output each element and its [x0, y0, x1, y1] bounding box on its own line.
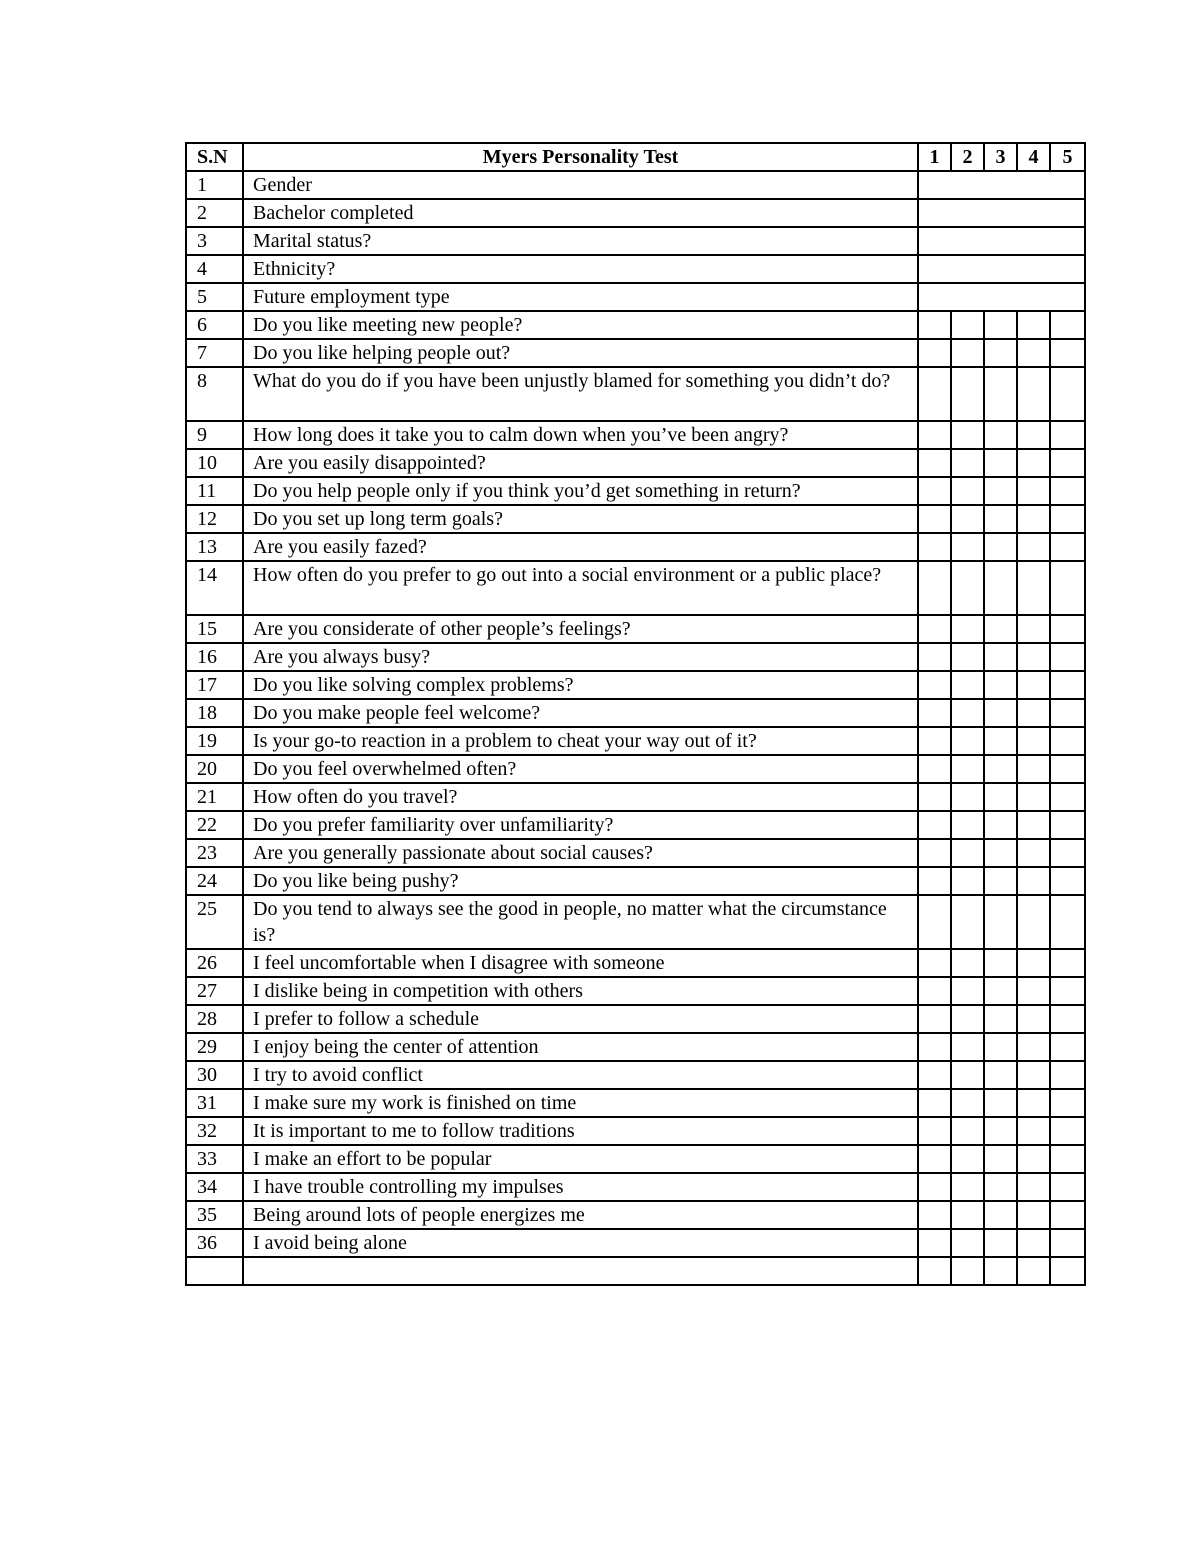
serial-number: 28	[186, 1005, 243, 1033]
question-text: It is important to me to follow traditions	[243, 1117, 918, 1145]
table-row	[186, 755, 1085, 783]
question-text: I make an effort to be popular	[243, 1145, 918, 1173]
rating-cell-5[interactable]	[1050, 1117, 1085, 1145]
rating-cell-2[interactable]	[951, 1033, 984, 1061]
table-row	[186, 727, 1085, 755]
rating-cell-5[interactable]	[1050, 977, 1085, 1005]
rating-cell-5[interactable]	[1050, 867, 1085, 895]
rating-cell-4[interactable]	[1017, 755, 1050, 783]
rating-cell-2[interactable]	[951, 505, 984, 533]
question-text: I enjoy being the center of attention	[243, 1033, 918, 1061]
answer-cell[interactable]	[918, 171, 1085, 199]
serial-number: 11	[186, 477, 243, 505]
table-row	[186, 643, 1085, 671]
serial-number: 20	[186, 755, 243, 783]
question-text	[243, 1257, 918, 1285]
rating-cell-4[interactable]	[1017, 449, 1050, 477]
table-row	[186, 171, 1085, 199]
rating-cell-1[interactable]	[918, 1257, 951, 1285]
rating-cell-1[interactable]	[918, 895, 951, 949]
question-text: Do you set up long term goals?	[243, 505, 918, 533]
rating-cell-3[interactable]	[984, 755, 1017, 783]
rating-cell-5[interactable]	[1050, 755, 1085, 783]
rating-cell-2[interactable]	[951, 1229, 984, 1257]
rating-cell-3[interactable]	[984, 643, 1017, 671]
rating-cell-4[interactable]	[1017, 561, 1050, 615]
rating-cell-4[interactable]	[1017, 1061, 1050, 1089]
serial-number: 12	[186, 505, 243, 533]
rating-cell-5[interactable]	[1050, 1061, 1085, 1089]
question-text: Are you easily fazed?	[243, 533, 918, 561]
rating-cell-3[interactable]	[984, 1089, 1017, 1117]
table-row	[186, 839, 1085, 867]
question-text: Do you like meeting new people?	[243, 311, 918, 339]
rating-cell-1[interactable]	[918, 1005, 951, 1033]
rating-cell-5[interactable]	[1050, 699, 1085, 727]
table-row	[186, 1201, 1085, 1229]
table-row	[186, 1229, 1085, 1257]
rating-cell-2[interactable]	[951, 1117, 984, 1145]
question-text: Marital status?	[243, 227, 918, 255]
rating-cell-4[interactable]	[1017, 505, 1050, 533]
rating-cell-2[interactable]	[951, 1201, 984, 1229]
rating-cell-5[interactable]	[1050, 1145, 1085, 1173]
rating-cell-2[interactable]	[951, 949, 984, 977]
serial-number: 23	[186, 839, 243, 867]
rating-cell-2[interactable]	[951, 1145, 984, 1173]
serial-number: 29	[186, 1033, 243, 1061]
serial-number: 30	[186, 1061, 243, 1089]
rating-cell-1[interactable]	[918, 1229, 951, 1257]
question-text: Are you generally passionate about social causes?	[243, 839, 918, 867]
table-row	[186, 949, 1085, 977]
rating-cell-4[interactable]	[1017, 311, 1050, 339]
question-text: I have trouble controlling my impulses	[243, 1173, 918, 1201]
rating-cell-3[interactable]	[984, 561, 1017, 615]
serial-number: 15	[186, 615, 243, 643]
rating-cell-1[interactable]	[918, 755, 951, 783]
rating-cell-2[interactable]	[951, 561, 984, 615]
rating-cell-4[interactable]	[1017, 811, 1050, 839]
question-text: Are you always busy?	[243, 643, 918, 671]
table-row	[186, 1061, 1085, 1089]
question-text: Gender	[243, 171, 918, 199]
rating-cell-5[interactable]	[1050, 839, 1085, 867]
rating-cell-1[interactable]	[918, 643, 951, 671]
rating-cell-4[interactable]	[1017, 839, 1050, 867]
rating-cell-2[interactable]	[951, 1173, 984, 1201]
rating-cell-5[interactable]	[1050, 311, 1085, 339]
question-text: I try to avoid conflict	[243, 1061, 918, 1089]
table-row	[186, 1033, 1085, 1061]
rating-cell-3[interactable]	[984, 867, 1017, 895]
table-row	[186, 811, 1085, 839]
rating-cell-1[interactable]	[918, 811, 951, 839]
rating-cell-4[interactable]	[1017, 895, 1050, 949]
answer-cell[interactable]	[918, 227, 1085, 255]
table-row	[186, 615, 1085, 643]
serial-number: 24	[186, 867, 243, 895]
rating-cell-5[interactable]	[1050, 1229, 1085, 1257]
rating-cell-5[interactable]	[1050, 811, 1085, 839]
serial-number: 13	[186, 533, 243, 561]
rating-cell-3[interactable]	[984, 783, 1017, 811]
rating-cell-1[interactable]	[918, 339, 951, 367]
table-row	[186, 339, 1085, 367]
rating-cell-4[interactable]	[1017, 727, 1050, 755]
table-body	[186, 171, 1085, 1285]
question-text: I avoid being alone	[243, 1229, 918, 1257]
rating-cell-1[interactable]	[918, 615, 951, 643]
question-text: Do you like helping people out?	[243, 339, 918, 367]
rating-cell-1[interactable]	[918, 533, 951, 561]
table-row	[186, 1257, 1085, 1285]
rating-cell-2[interactable]	[951, 1005, 984, 1033]
serial-number: 34	[186, 1173, 243, 1201]
rating-cell-1[interactable]	[918, 505, 951, 533]
serial-number: 25	[186, 895, 243, 949]
rating-cell-5[interactable]	[1050, 367, 1085, 421]
rating-cell-3[interactable]	[984, 811, 1017, 839]
rating-header-4: 4	[1017, 143, 1050, 171]
serial-number: 16	[186, 643, 243, 671]
rating-cell-5[interactable]	[1050, 1257, 1085, 1285]
serial-number: 5	[186, 283, 243, 311]
question-text: Do you like solving complex problems?	[243, 671, 918, 699]
rating-cell-3[interactable]	[984, 839, 1017, 867]
rating-cell-1[interactable]	[918, 1089, 951, 1117]
rating-cell-2[interactable]	[951, 311, 984, 339]
table-row	[186, 1117, 1085, 1145]
rating-cell-2[interactable]	[951, 867, 984, 895]
rating-cell-4[interactable]	[1017, 1145, 1050, 1173]
question-text: Are you considerate of other people’s feelings?	[243, 615, 918, 643]
rating-cell-1[interactable]	[918, 311, 951, 339]
rating-cell-3[interactable]	[984, 1229, 1017, 1257]
rating-cell-1[interactable]	[918, 1061, 951, 1089]
serial-number: 19	[186, 727, 243, 755]
rating-cell-5[interactable]	[1050, 615, 1085, 643]
rating-cell-4[interactable]	[1017, 949, 1050, 977]
question-text: How often do you travel?	[243, 783, 918, 811]
question-text: Do you prefer familiarity over unfamiliarity?	[243, 811, 918, 839]
serial-number: 6	[186, 311, 243, 339]
serial-number: 33	[186, 1145, 243, 1173]
serial-number: 10	[186, 449, 243, 477]
question-text: Do you make people feel welcome?	[243, 699, 918, 727]
rating-cell-4[interactable]	[1017, 421, 1050, 449]
serial-number: 31	[186, 1089, 243, 1117]
rating-cell-5[interactable]	[1050, 727, 1085, 755]
rating-cell-1[interactable]	[918, 1173, 951, 1201]
rating-cell-1[interactable]	[918, 783, 951, 811]
serial-number: 3	[186, 227, 243, 255]
rating-cell-3[interactable]	[984, 339, 1017, 367]
table-row	[186, 977, 1085, 1005]
question-text: I make sure my work is finished on time	[243, 1089, 918, 1117]
question-text: Do you like being pushy?	[243, 867, 918, 895]
answer-cell[interactable]	[918, 255, 1085, 283]
rating-cell-2[interactable]	[951, 643, 984, 671]
question-text: How often do you prefer to go out into a social environment or a public place?	[243, 561, 918, 615]
question-text: I dislike being in competition with others	[243, 977, 918, 1005]
question-text: Are you easily disappointed?	[243, 449, 918, 477]
rating-cell-5[interactable]	[1050, 533, 1085, 561]
rating-header-1: 1	[918, 143, 951, 171]
rating-cell-5[interactable]	[1050, 339, 1085, 367]
rating-cell-2[interactable]	[951, 699, 984, 727]
serial-number: 17	[186, 671, 243, 699]
rating-cell-4[interactable]	[1017, 1117, 1050, 1145]
question-text: Bachelor completed	[243, 199, 918, 227]
table-row	[186, 505, 1085, 533]
rating-cell-1[interactable]	[918, 1033, 951, 1061]
answer-cell[interactable]	[918, 283, 1085, 311]
serial-number: 2	[186, 199, 243, 227]
rating-header-3: 3	[984, 143, 1017, 171]
serial-number: 32	[186, 1117, 243, 1145]
table-row	[186, 477, 1085, 505]
rating-cell-3[interactable]	[984, 505, 1017, 533]
rating-cell-5[interactable]	[1050, 949, 1085, 977]
rating-cell-2[interactable]	[951, 477, 984, 505]
rating-cell-5[interactable]	[1050, 421, 1085, 449]
table-row	[186, 699, 1085, 727]
serial-number: 26	[186, 949, 243, 977]
question-text: Do you feel overwhelmed often?	[243, 755, 918, 783]
rating-cell-3[interactable]	[984, 1145, 1017, 1173]
table-row	[186, 1145, 1085, 1173]
rating-cell-5[interactable]	[1050, 895, 1085, 949]
serial-number: 36	[186, 1229, 243, 1257]
rating-cell-3[interactable]	[984, 1033, 1017, 1061]
question-text: I feel uncomfortable when I disagree with someone	[243, 949, 918, 977]
rating-cell-4[interactable]	[1017, 783, 1050, 811]
table-row	[186, 449, 1085, 477]
rating-cell-2[interactable]	[951, 727, 984, 755]
rating-cell-1[interactable]	[918, 1145, 951, 1173]
serial-number: 1	[186, 171, 243, 199]
rating-cell-1[interactable]	[918, 449, 951, 477]
rating-cell-1[interactable]	[918, 561, 951, 615]
serial-number: 27	[186, 977, 243, 1005]
rating-cell-1[interactable]	[918, 867, 951, 895]
rating-cell-5[interactable]	[1050, 449, 1085, 477]
rating-cell-3[interactable]	[984, 977, 1017, 1005]
rating-cell-2[interactable]	[951, 449, 984, 477]
rating-cell-3[interactable]	[984, 311, 1017, 339]
rating-cell-3[interactable]	[984, 477, 1017, 505]
rating-cell-3[interactable]	[984, 1257, 1017, 1285]
table-row	[186, 227, 1085, 255]
rating-cell-4[interactable]	[1017, 1033, 1050, 1061]
rating-cell-1[interactable]	[918, 1117, 951, 1145]
question-text: What do you do if you have been unjustly blamed for something you didn’t do?	[243, 367, 918, 421]
rating-cell-5[interactable]	[1050, 505, 1085, 533]
table-row	[186, 533, 1085, 561]
rating-cell-5[interactable]	[1050, 477, 1085, 505]
rating-cell-4[interactable]	[1017, 671, 1050, 699]
question-text: Future employment type	[243, 283, 918, 311]
question-text: How long does it take you to calm down when you’ve been angry?	[243, 421, 918, 449]
rating-cell-1[interactable]	[918, 977, 951, 1005]
rating-cell-4[interactable]	[1017, 1201, 1050, 1229]
rating-cell-5[interactable]	[1050, 1173, 1085, 1201]
rating-cell-5[interactable]	[1050, 643, 1085, 671]
table-row	[186, 367, 1085, 421]
rating-cell-3[interactable]	[984, 727, 1017, 755]
table-header-row	[186, 143, 1085, 171]
rating-cell-4[interactable]	[1017, 1089, 1050, 1117]
rating-cell-3[interactable]	[984, 949, 1017, 977]
rating-cell-2[interactable]	[951, 895, 984, 949]
table-row	[186, 199, 1085, 227]
rating-cell-3[interactable]	[984, 615, 1017, 643]
rating-cell-3[interactable]	[984, 1061, 1017, 1089]
rating-cell-2[interactable]	[951, 839, 984, 867]
serial-number: 14	[186, 561, 243, 615]
rating-cell-4[interactable]	[1017, 533, 1050, 561]
rating-cell-3[interactable]	[984, 895, 1017, 949]
rating-cell-2[interactable]	[951, 1257, 984, 1285]
rating-cell-5[interactable]	[1050, 1201, 1085, 1229]
rating-cell-4[interactable]	[1017, 977, 1050, 1005]
serial-number	[186, 1257, 243, 1285]
table-row	[186, 783, 1085, 811]
rating-cell-4[interactable]	[1017, 867, 1050, 895]
table-row	[186, 1005, 1085, 1033]
rating-cell-2[interactable]	[951, 1089, 984, 1117]
rating-cell-2[interactable]	[951, 533, 984, 561]
serial-number: 4	[186, 255, 243, 283]
question-text: Being around lots of people energizes me	[243, 1201, 918, 1229]
rating-cell-5[interactable]	[1050, 561, 1085, 615]
rating-cell-3[interactable]	[984, 449, 1017, 477]
rating-cell-2[interactable]	[951, 1061, 984, 1089]
question-text: I prefer to follow a schedule	[243, 1005, 918, 1033]
rating-cell-3[interactable]	[984, 1173, 1017, 1201]
rating-cell-2[interactable]	[951, 811, 984, 839]
answer-cell[interactable]	[918, 199, 1085, 227]
rating-cell-3[interactable]	[984, 421, 1017, 449]
table-row	[186, 1173, 1085, 1201]
rating-cell-1[interactable]	[918, 477, 951, 505]
question-text: Is your go-to reaction in a problem to cheat your way out of it?	[243, 727, 918, 755]
question-text: Ethnicity?	[243, 255, 918, 283]
rating-cell-1[interactable]	[918, 839, 951, 867]
rating-cell-2[interactable]	[951, 615, 984, 643]
serial-number: 18	[186, 699, 243, 727]
rating-cell-3[interactable]	[984, 1201, 1017, 1229]
table-title: Myers Personality Test	[243, 143, 918, 171]
rating-cell-1[interactable]	[918, 1201, 951, 1229]
rating-cell-1[interactable]	[918, 699, 951, 727]
rating-cell-4[interactable]	[1017, 1173, 1050, 1201]
rating-cell-4[interactable]	[1017, 615, 1050, 643]
rating-cell-2[interactable]	[951, 339, 984, 367]
rating-cell-4[interactable]	[1017, 339, 1050, 367]
rating-cell-1[interactable]	[918, 949, 951, 977]
personality-test-table	[185, 142, 1086, 1286]
serial-number-header: S.N	[186, 143, 243, 171]
table-row	[186, 311, 1085, 339]
serial-number: 35	[186, 1201, 243, 1229]
rating-cell-3[interactable]	[984, 367, 1017, 421]
rating-cell-2[interactable]	[951, 367, 984, 421]
rating-cell-3[interactable]	[984, 671, 1017, 699]
rating-cell-2[interactable]	[951, 421, 984, 449]
table-row	[186, 283, 1085, 311]
serial-number: 22	[186, 811, 243, 839]
rating-cell-4[interactable]	[1017, 1005, 1050, 1033]
rating-cell-5[interactable]	[1050, 1005, 1085, 1033]
rating-cell-3[interactable]	[984, 1005, 1017, 1033]
rating-cell-1[interactable]	[918, 367, 951, 421]
rating-cell-4[interactable]	[1017, 1229, 1050, 1257]
serial-number: 21	[186, 783, 243, 811]
rating-cell-5[interactable]	[1050, 1089, 1085, 1117]
rating-cell-2[interactable]	[951, 671, 984, 699]
table-row	[186, 1089, 1085, 1117]
serial-number: 9	[186, 421, 243, 449]
serial-number: 8	[186, 367, 243, 421]
rating-cell-2[interactable]	[951, 755, 984, 783]
rating-cell-4[interactable]	[1017, 643, 1050, 671]
table-row	[186, 671, 1085, 699]
rating-cell-5[interactable]	[1050, 671, 1085, 699]
table-row	[186, 561, 1085, 615]
table-row	[186, 255, 1085, 283]
rating-cell-3[interactable]	[984, 533, 1017, 561]
table-row	[186, 867, 1085, 895]
table-row	[186, 421, 1085, 449]
rating-cell-1[interactable]	[918, 671, 951, 699]
rating-cell-4[interactable]	[1017, 367, 1050, 421]
rating-cell-4[interactable]	[1017, 1257, 1050, 1285]
rating-cell-2[interactable]	[951, 977, 984, 1005]
serial-number: 7	[186, 339, 243, 367]
rating-cell-5[interactable]	[1050, 1033, 1085, 1061]
rating-cell-1[interactable]	[918, 727, 951, 755]
rating-header-5: 5	[1050, 143, 1085, 171]
question-text: Do you tend to always see the good in people, no matter what the circumstance is?	[243, 895, 918, 949]
rating-cell-4[interactable]	[1017, 699, 1050, 727]
rating-cell-2[interactable]	[951, 783, 984, 811]
rating-cell-3[interactable]	[984, 699, 1017, 727]
question-text: Do you help people only if you think you’d get something in return?	[243, 477, 918, 505]
rating-cell-3[interactable]	[984, 1117, 1017, 1145]
rating-cell-1[interactable]	[918, 421, 951, 449]
rating-cell-5[interactable]	[1050, 783, 1085, 811]
rating-cell-4[interactable]	[1017, 477, 1050, 505]
table-row	[186, 895, 1085, 949]
rating-header-2: 2	[951, 143, 984, 171]
